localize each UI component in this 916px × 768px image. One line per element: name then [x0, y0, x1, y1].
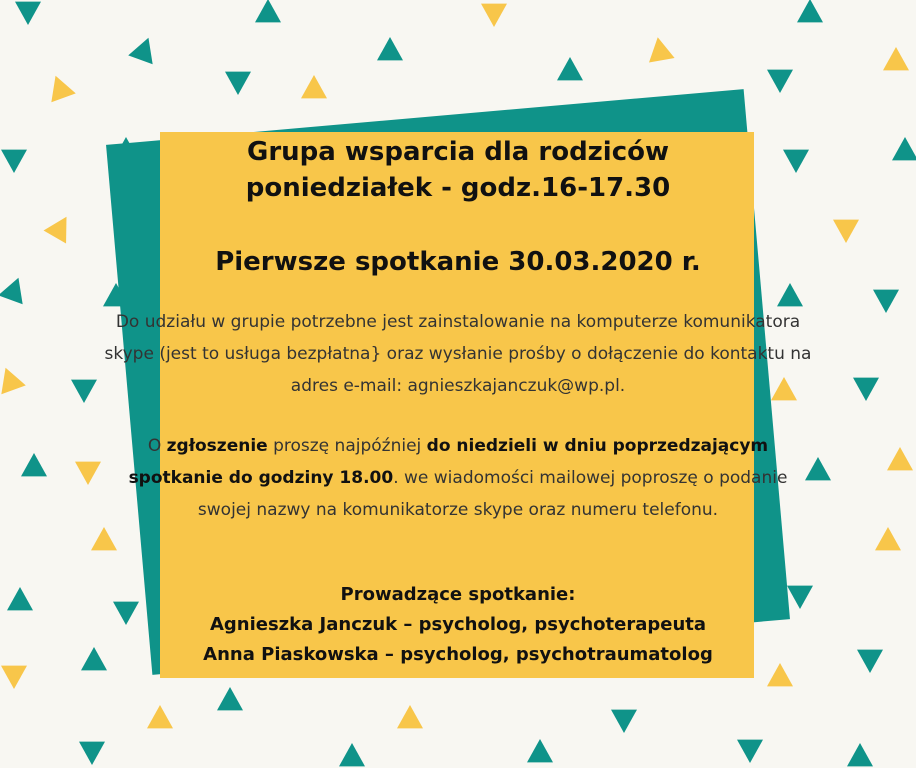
confetti-triangle	[857, 650, 883, 673]
confetti-triangle	[557, 57, 583, 80]
registration-deadline-time: spotkanie do godziny 18.00	[128, 468, 394, 488]
leader-2: Anna Piaskowska – psycholog, psychotraumatolog	[203, 644, 713, 665]
registration-line-2	[60, 462, 856, 494]
confetti-triangle	[883, 47, 909, 70]
confetti-triangle	[21, 453, 47, 476]
first-meeting-date: Pierwsze spotkanie 30.03.2020 r.	[215, 247, 701, 277]
confetti-triangle	[15, 2, 41, 25]
registration-paragraph	[60, 430, 856, 526]
confetti-triangle	[853, 378, 879, 401]
confetti-triangle	[301, 75, 327, 98]
confetti-triangle	[611, 710, 637, 733]
confetti-triangle	[217, 687, 243, 710]
confetti-triangle	[645, 35, 675, 63]
confetti-triangle	[339, 743, 365, 766]
confetti-triangle	[873, 290, 899, 313]
confetti-triangle	[481, 4, 507, 27]
leader-1: Agnieszka Janczuk – psycholog, psychoterapeuta	[209, 614, 707, 635]
confetti-triangle	[1, 150, 27, 173]
registration-keyword: zgłoszenie	[166, 436, 268, 456]
confetti-triangle	[128, 33, 160, 64]
leaders-block	[60, 580, 856, 670]
confetti-triangle	[767, 70, 793, 93]
confetti-triangle	[737, 740, 763, 763]
confetti-triangle	[527, 739, 553, 762]
confetti-triangle	[79, 742, 105, 765]
confetti-triangle	[7, 587, 33, 610]
confetti-triangle	[1, 666, 27, 689]
confetti-triangle	[0, 363, 26, 394]
confetti-triangle	[887, 447, 913, 470]
info-line-1: Do udziału w grupie potrzebne jest zainstalowanie na komputerze komunikatora	[115, 312, 801, 332]
registration-rest: . we wiadomości mailowej poproszę o podanie	[393, 468, 788, 488]
title-line-1: Grupa wsparcia dla rodziców	[246, 137, 670, 167]
registration-line-1	[60, 430, 856, 462]
info-line-3: adres e-mail: agnieszkajanczuk@wp.pl.	[290, 376, 626, 396]
registration-prefix: O	[147, 436, 167, 456]
confetti-triangle	[397, 705, 423, 728]
confetti-triangle	[377, 37, 403, 60]
title-line-2: poniedziałek - godz.16-17.30	[245, 173, 671, 203]
info-line-2: skype (jest to usługa bezpłatna} oraz wysłanie prośby o dołączenie do kontaktu na	[104, 344, 812, 364]
registration-deadline: do niedzieli w dniu poprzedzającym	[426, 436, 769, 456]
confetti-triangle	[797, 0, 823, 22]
registration-middle: proszę najpóźniej	[267, 436, 427, 456]
confetti-triangle	[892, 137, 916, 160]
confetti-triangle	[0, 273, 31, 304]
confetti-triangle	[875, 527, 901, 550]
confetti-triangle	[43, 71, 75, 102]
confetti-triangle	[225, 72, 251, 95]
confetti-triangle	[255, 0, 281, 22]
flyer-text	[60, 132, 856, 670]
leaders-heading: Prowadzące spotkanie:	[340, 584, 576, 605]
confetti-triangle	[147, 705, 173, 728]
info-paragraph	[60, 306, 856, 402]
confetti-triangle	[847, 743, 873, 766]
registration-line-3: swojej nazwy na komunikatorze skype oraz numeru telefonu.	[197, 500, 719, 520]
